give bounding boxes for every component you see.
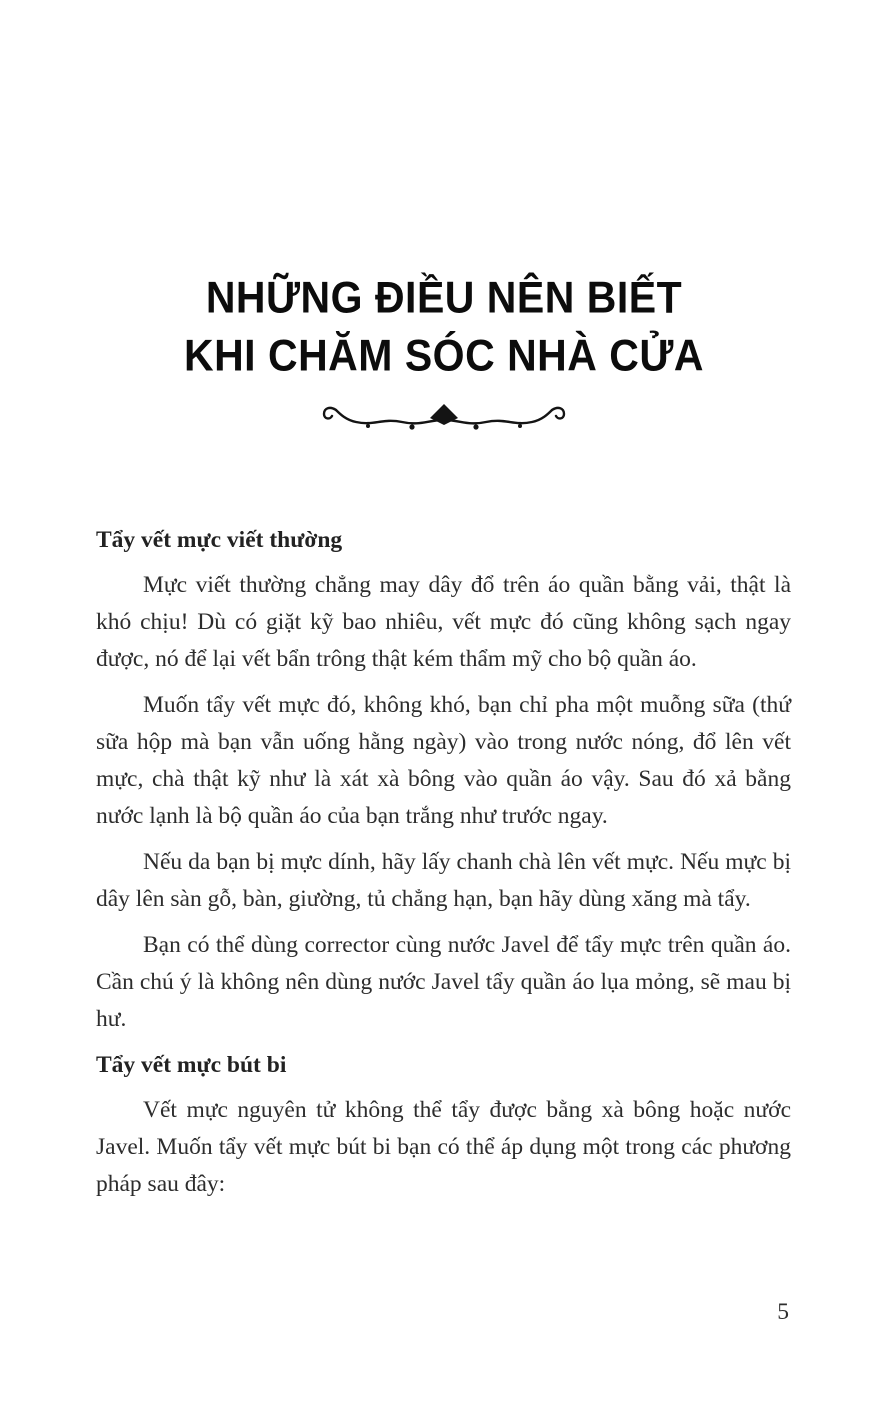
paragraph: Bạn có thể dùng corrector cùng nước Javel để tẩy mực trên quần áo. Cần chú ý là không nên dùng nước Javel tẩy quần áo lụa mỏng, sẽ mau bị hư. bbox=[96, 932, 791, 1032]
paragraph: Vết mực nguyên tử không thể tẩy được bằng xà bông hoặc nước Javel. Muốn tẩy vết mực bút bi bạn có thể áp dụng một trong các phương pháp sau đây: bbox=[96, 1097, 791, 1197]
section-ordinary-ink bbox=[96, 522, 791, 1038]
paragraph: Muốn tẩy vết mực đó, không khó, bạn chỉ pha một muỗng sữa (thứ sữa hộp mà bạn vẫn uống hằng ngày) vào trong nước nóng, đổ lên vết mực, chà thật kỹ như là xát xà bông vào quần áo vậy. Sau đó xả bằng nước lạnh là bộ quần áo của bạn trắng như trước ngay. bbox=[96, 692, 791, 829]
chapter-header bbox=[0, 0, 888, 436]
paragraph: Nếu da bạn bị mực dính, hãy lấy chanh chà lên vết mực. Nếu mực bị dây lên sàn gỗ, bàn, giường, tủ chẳng hạn, bạn hãy dùng xăng mà tẩy. bbox=[96, 849, 791, 912]
chapter-title bbox=[0, 268, 888, 385]
paragraph: Mực viết thường chẳng may dây đổ trên áo quần bằng vải, thật là khó chịu! Dù có giặt kỹ bao nhiêu, vết mực đó cũng không sạch ngay được, nó để lại vết bẩn trông thật kém thẩm mỹ cho bộ quần áo. bbox=[96, 572, 791, 672]
decorative-flourish-icon bbox=[0, 398, 888, 436]
section-heading: Tẩy vết mực bút bi bbox=[96, 1052, 287, 1078]
page-number: 5 bbox=[777, 1299, 789, 1325]
chapter-title-line-2: KHI CHĂM SÓC NHÀ CỬA bbox=[183, 330, 705, 381]
chapter-title-line-1: NHỮNG ĐIỀU NÊN BIẾT bbox=[205, 272, 683, 322]
page-body bbox=[0, 522, 888, 1203]
section-ballpoint-ink bbox=[96, 1047, 791, 1203]
section-heading: Tẩy vết mực viết thường bbox=[96, 527, 343, 553]
